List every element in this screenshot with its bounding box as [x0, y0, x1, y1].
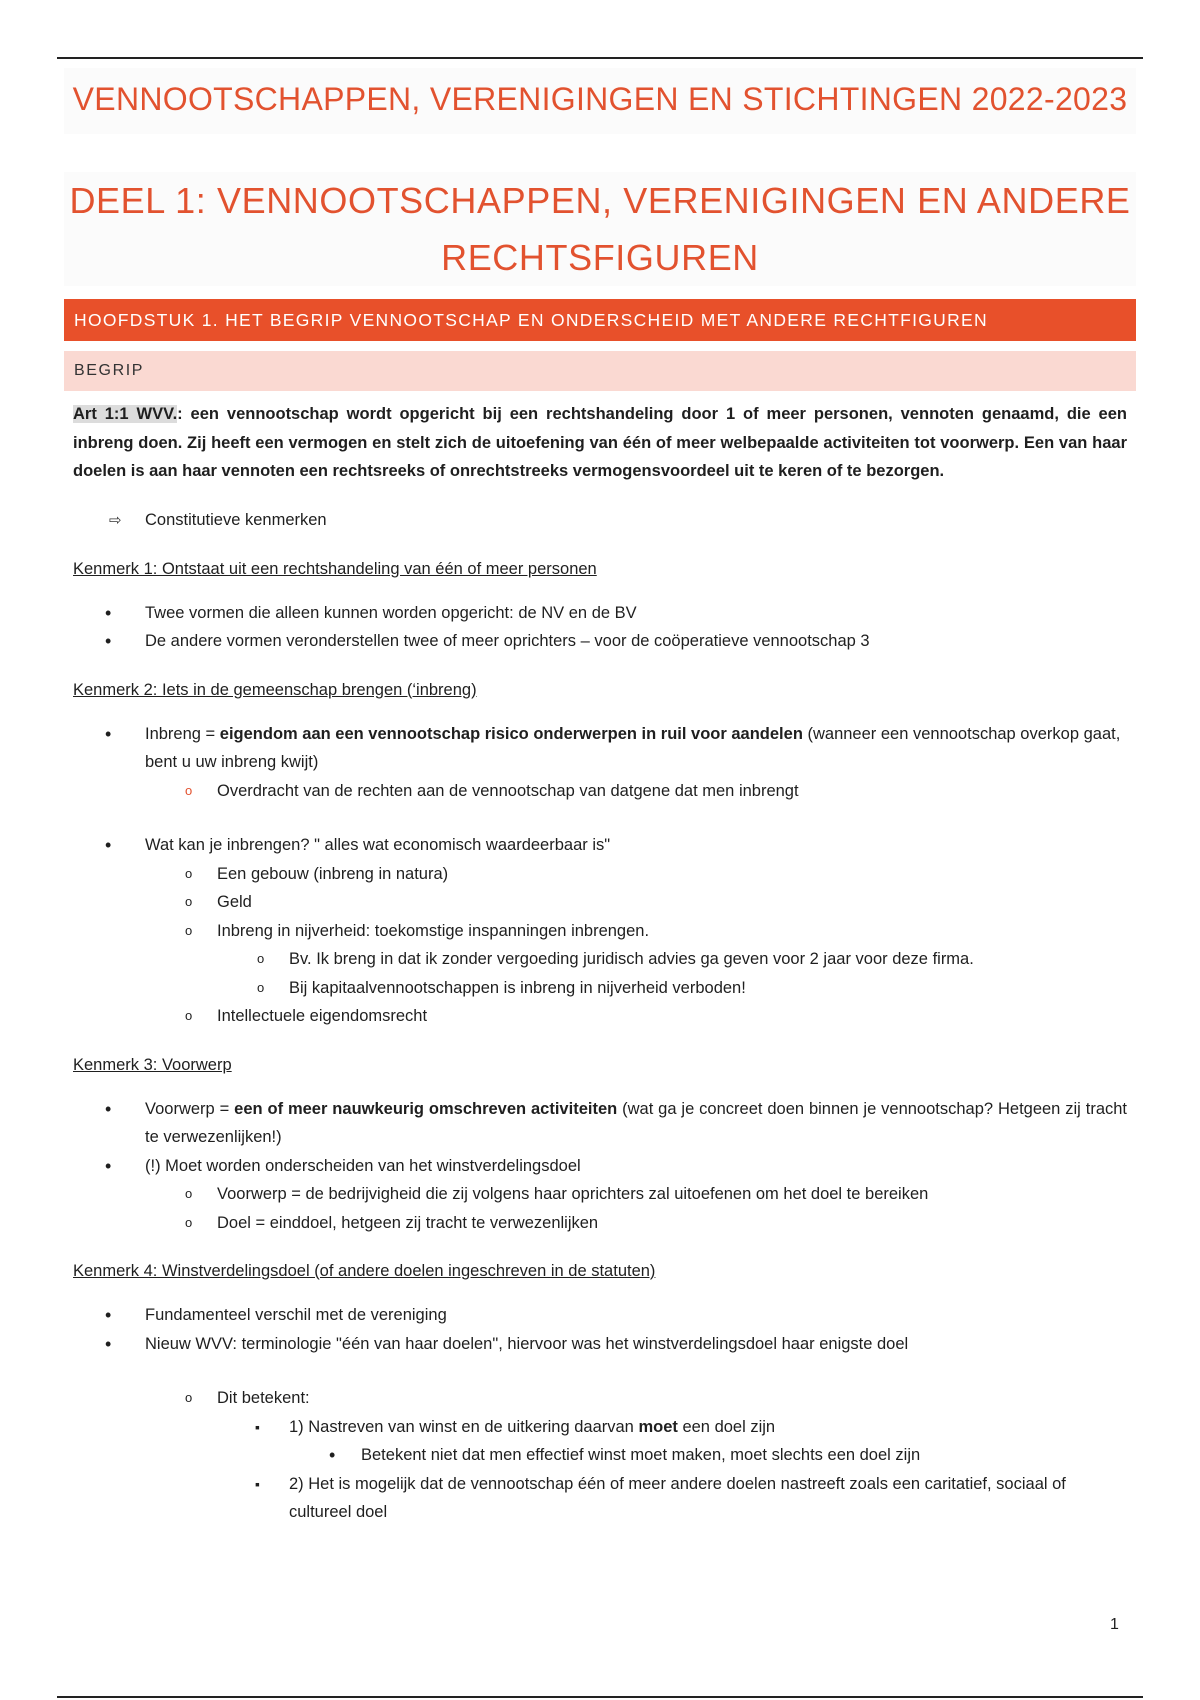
list-item: o Overdracht van de rechten aan de vennootschap van datgene dat men inbrengt	[145, 777, 1127, 806]
document-title: VENNOOTSCHAPPEN, VERENIGINGEN EN STICHTINGEN 2022-2023	[64, 68, 1136, 134]
constitutive-features-line	[109, 506, 1127, 535]
inbreng-prefix: Inbreng =	[145, 724, 220, 743]
bottom-rule	[57, 1696, 1143, 1698]
voorwerp-bold: een of meer nauwkeurig omschreven activiteiten	[234, 1099, 618, 1118]
kenmerk-2-heading: Kenmerk 2: Iets in de gemeenschap brengen (‘inbreng)	[73, 680, 477, 699]
article-reference: Art 1:1 WVV.	[73, 405, 178, 423]
wat-sublist	[145, 860, 1127, 1031]
kenmerk-4-heading: Kenmerk 4: Winstverdelingsdoel (of andere doelen ingeschreven in de statuten)	[73, 1262, 656, 1280]
betekent-list	[145, 1384, 1127, 1527]
point-1-prefix: 1) Nastreven van winst en de uitkering daarvan	[289, 1417, 639, 1436]
list-item: o Een gebouw (inbreng in natura)	[145, 860, 1127, 889]
betekent-text: Dit betekent:	[217, 1389, 310, 1407]
list-item: o Geld	[145, 888, 1127, 917]
voorwerp-prefix: Voorwerp =	[145, 1099, 235, 1118]
kenmerk-1-list	[73, 599, 1127, 656]
kenmerk-3-heading: Kenmerk 3: Voorwerp	[73, 1055, 232, 1074]
top-rule	[57, 57, 1143, 59]
spacer	[73, 1358, 1127, 1384]
kenmerk-3-list	[73, 1095, 1127, 1238]
list-item: o Bij kapitaalvennootschappen is inbreng in nijverheid verboden!	[217, 974, 1127, 1003]
list-item: o Doel = einddoel, hetgeen zij tracht te verwezenlijken	[145, 1209, 1127, 1238]
list-item-voorwerp	[73, 1095, 1127, 1152]
point-1-sublist	[289, 1441, 1127, 1470]
kenmerk-2-list-2	[73, 831, 1127, 1031]
inbreng-sublist	[145, 777, 1127, 806]
list-item: o Intellectuele eigendomsrecht	[145, 1002, 1127, 1031]
list-item: ▪ 2) Het is mogelijk dat de vennootschap één of meer andere doelen nastreeft zoals een caritatief, sociaal of cultureel doel	[217, 1470, 1127, 1527]
list-item: • Betekent niet dat men effectief winst moet maken, moet slechts een doel zijn	[289, 1441, 1127, 1470]
kenmerk-2-list	[73, 720, 1127, 806]
kenmerk-4-list	[73, 1301, 1127, 1358]
point-1-bold: moet	[638, 1417, 678, 1436]
list-item: • De andere vormen veronderstellen twee of meer oprichters – voor de coöperatieve vennootschap 3	[73, 627, 1127, 656]
nijverheid-sublist	[217, 945, 1127, 1002]
document-body	[73, 400, 1127, 1527]
list-item: o Bv. Ik breng in dat ik zonder vergoeding juridisch advies ga geven voor 2 jaar voor deze firma.	[217, 945, 1127, 974]
point-1-suffix: een doel zijn	[677, 1417, 776, 1436]
inbreng-suffix: (wanneer een vennootschap overkop gaat, bent u uw inbreng kwijt)	[145, 724, 1121, 771]
section-heading: BEGRIP	[64, 351, 1136, 391]
list-item-betekent	[145, 1384, 1127, 1527]
nijverheid-text: Inbreng in nijverheid: toekomstige inspanningen inbrengen.	[217, 921, 650, 940]
part-title-line-1: DEEL 1: VENNOOTSCHAPPEN, VERENIGINGEN EN ANDERE	[69, 180, 1131, 221]
list-item-point-1	[217, 1413, 1127, 1470]
list-item-onderscheid	[73, 1152, 1127, 1238]
list-item-inbreng	[73, 720, 1127, 806]
arrow-right-icon: ⇨	[109, 511, 122, 529]
article-text: : een vennootschap wordt opgericht bij een rechtshandeling door 1 of meer personen, vennoten genaamd, die een inbreng doen. Zij heeft een vermogen en stelt zich de uitoefening van één of meer welbepaalde activiteiten tot voorwerp. Een van haar doelen is aan haar vennoten een rechtsreeks of onrechtstreeks vermogensvoordeel uit te keren of te bezorgen.	[73, 405, 1127, 480]
onderscheid-text: (!) Moet worden onderscheiden van het winstverdelingsdoel	[145, 1156, 581, 1175]
part-title	[64, 172, 1136, 286]
betekent-sublist	[217, 1413, 1127, 1527]
list-item-nijverheid	[145, 917, 1127, 1003]
list-item: • Nieuw WVV: terminologie "één van haar doelen", hiervoor was het winstverdelingsdoel haar enigste doel	[73, 1330, 1127, 1359]
list-item: • Fundamenteel verschil met de vereniging	[73, 1301, 1127, 1330]
inbreng-bold: eigendom aan een vennootschap risico onderwerpen in ruil voor aandelen	[219, 724, 803, 743]
page-number: 1	[1110, 1616, 1119, 1633]
wat-text: Wat kan je inbrengen? " alles wat economisch waardeerbaar is"	[145, 836, 611, 854]
kenmerk-1-heading: Kenmerk 1: Ontstaat uit een rechtshandeling van één of meer personen	[73, 559, 597, 578]
article-definition	[73, 400, 1127, 486]
list-item-wat	[73, 831, 1127, 1031]
list-item: o Voorwerp = de bedrijvigheid die zij volgens haar oprichters zal uitoefenen om het doel te bereiken	[145, 1180, 1127, 1209]
chapter-heading: HOOFDSTUK 1. HET BEGRIP VENNOOTSCHAP EN ONDERSCHEID MET ANDERE RECHTFIGUREN	[64, 299, 1136, 341]
constitutive-features-label: Constitutieve kenmerken	[145, 510, 327, 529]
onderscheid-sublist	[145, 1180, 1127, 1237]
list-item: • Twee vormen die alleen kunnen worden opgericht: de NV en de BV	[73, 599, 1127, 628]
part-title-line-2: RECHTSFIGUREN	[441, 237, 759, 278]
spacer	[73, 805, 1127, 831]
voorwerp-suffix: (wat ga je concreet doen binnen je vennootschap? Hetgeen zij tracht te verwezenlijken!)	[145, 1099, 1128, 1146]
